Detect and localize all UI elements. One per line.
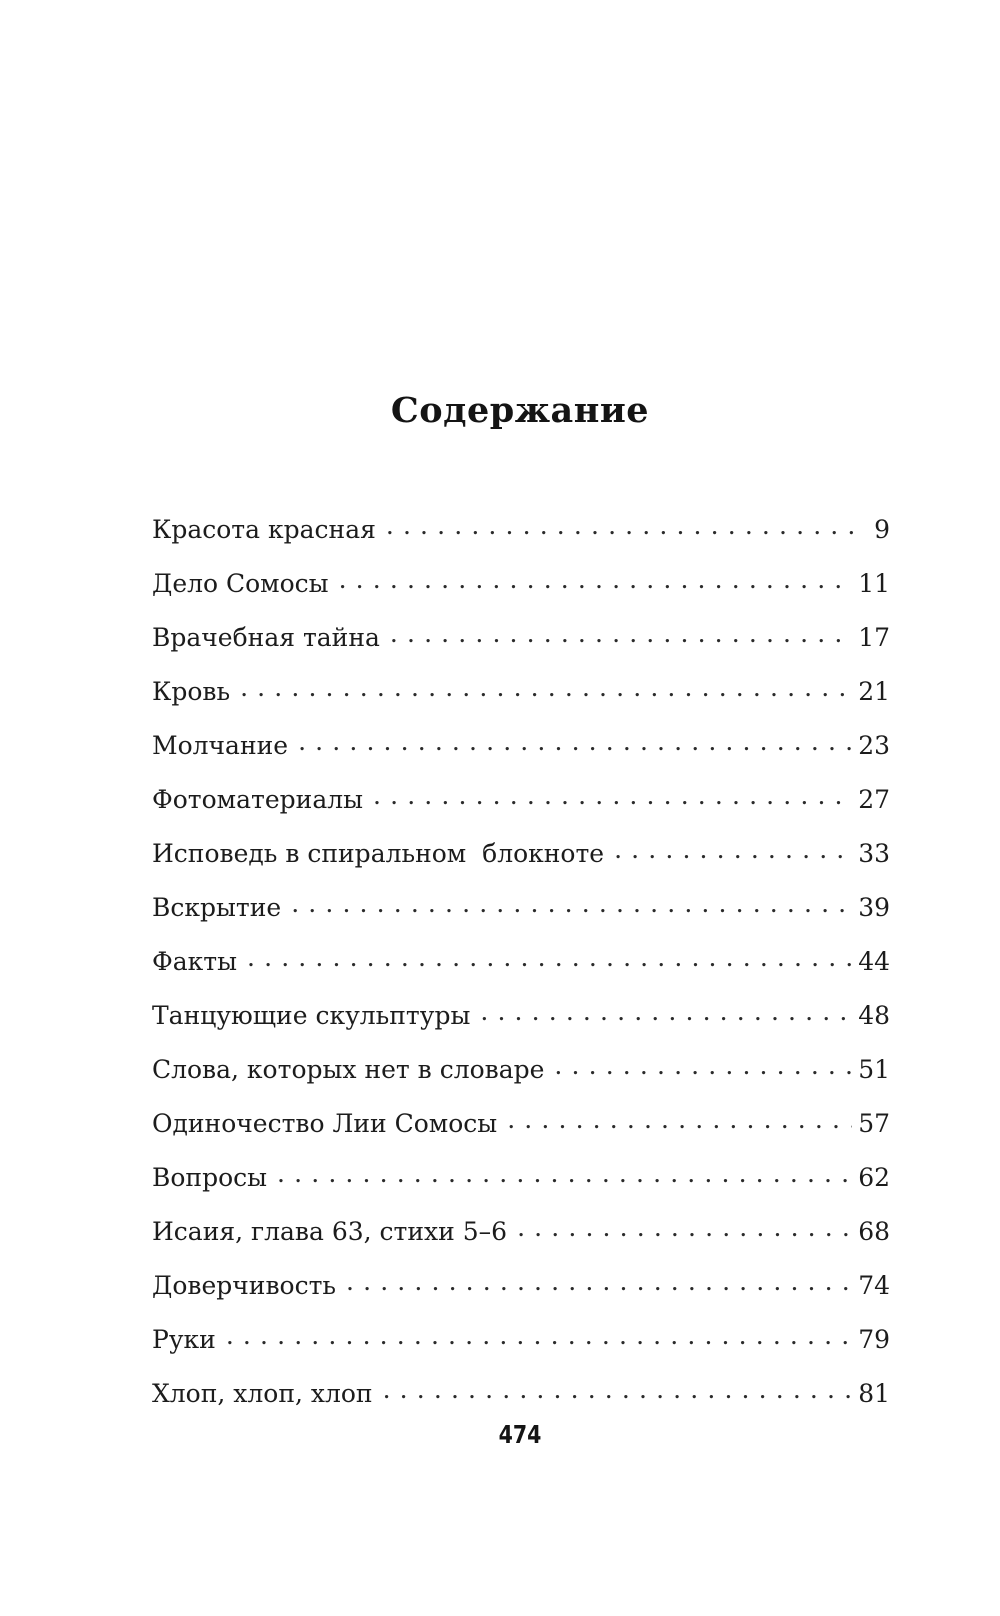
toc-entry-page: 62	[858, 1163, 890, 1192]
toc-entry-title: Одиночество Лии Сомосы	[152, 1109, 498, 1138]
toc-leader-dots	[339, 567, 853, 592]
toc-entry-page: 51	[858, 1055, 890, 1084]
toc-leader-dots	[240, 675, 852, 700]
toc-entry-page: 74	[858, 1271, 890, 1300]
toc-entry-title: Доверчивость	[152, 1271, 337, 1300]
toc-entry-title: Вопросы	[152, 1163, 268, 1192]
toc-entry-page: 9	[874, 515, 890, 544]
toc-entry-page: 23	[858, 731, 890, 760]
toc-entry-title: Кровь	[152, 677, 231, 706]
toc-entry-title: Фотоматериалы	[152, 785, 364, 814]
toc-leader-dots	[291, 891, 852, 916]
toc-leader-dots	[386, 513, 854, 538]
toc-leader-dots	[247, 945, 852, 970]
page-title: Содержание	[390, 390, 650, 431]
toc-entry	[152, 675, 890, 729]
toc-entry-title: Танцующие скульптуры	[152, 1001, 471, 1030]
toc-leader-dots	[614, 837, 852, 862]
toc-entry-title: Хлоп, хлоп, хлоп	[152, 1379, 373, 1408]
toc-entry-page: 11	[858, 569, 890, 598]
toc-leader-dots	[346, 1269, 852, 1294]
toc-leader-dots	[277, 1161, 852, 1186]
page-number: 474	[498, 1420, 542, 1449]
toc-entry-title: Врачебная тайна	[152, 623, 380, 652]
toc-leader-dots	[226, 1323, 852, 1348]
toc-leader-dots	[298, 729, 852, 754]
toc-entry	[152, 999, 890, 1053]
toc-entry	[152, 1269, 890, 1323]
toc-entry-title: Красота красная	[152, 515, 376, 544]
toc-entry	[152, 1215, 890, 1269]
table-of-contents	[152, 513, 890, 1431]
toc-entry-page: 33	[858, 839, 890, 868]
toc-entry	[152, 837, 890, 891]
toc-entry	[152, 891, 890, 945]
toc-leader-dots	[480, 999, 852, 1024]
toc-leader-dots	[517, 1215, 852, 1240]
toc-entry-title: Факты	[152, 947, 238, 976]
toc-entry-page: 17	[858, 623, 890, 652]
toc-entry	[152, 621, 890, 675]
toc-entry-page: 57	[858, 1109, 890, 1138]
toc-entry-title: Вскрытие	[152, 893, 282, 922]
toc-leader-dots	[383, 1377, 853, 1402]
toc-entry-page: 48	[858, 1001, 890, 1030]
toc-entry	[152, 513, 890, 567]
toc-entry	[152, 567, 890, 621]
toc-entry-title: Исповедь в спиральном блокноте	[152, 839, 605, 868]
toc-leader-dots	[390, 621, 852, 646]
toc-entry-page: 79	[858, 1325, 890, 1354]
toc-entry-title: Дело Сомосы	[152, 569, 329, 598]
toc-leader-dots	[507, 1107, 852, 1132]
toc-leader-dots	[373, 783, 852, 808]
toc-entry-title: Слова, которых нет в словаре	[152, 1055, 545, 1084]
toc-entry-title: Исаия, глава 63, стихи 5–6	[152, 1217, 508, 1246]
toc-entry-page: 27	[858, 785, 890, 814]
toc-entry-page: 68	[858, 1217, 890, 1246]
toc-entry-page: 39	[858, 893, 890, 922]
toc-entry-title: Руки	[152, 1325, 216, 1354]
toc-entry-page: 21	[858, 677, 890, 706]
toc-leader-dots	[554, 1053, 852, 1078]
toc-entry	[152, 1323, 890, 1377]
toc-entry	[152, 1107, 890, 1161]
toc-entry	[152, 783, 890, 837]
toc-entry	[152, 1053, 890, 1107]
toc-entry	[152, 1161, 890, 1215]
toc-entry	[152, 729, 890, 783]
toc-entry	[152, 945, 890, 999]
toc-entry-page: 44	[858, 947, 890, 976]
toc-entry-title: Молчание	[152, 731, 289, 760]
toc-entry-page: 81	[858, 1379, 890, 1408]
